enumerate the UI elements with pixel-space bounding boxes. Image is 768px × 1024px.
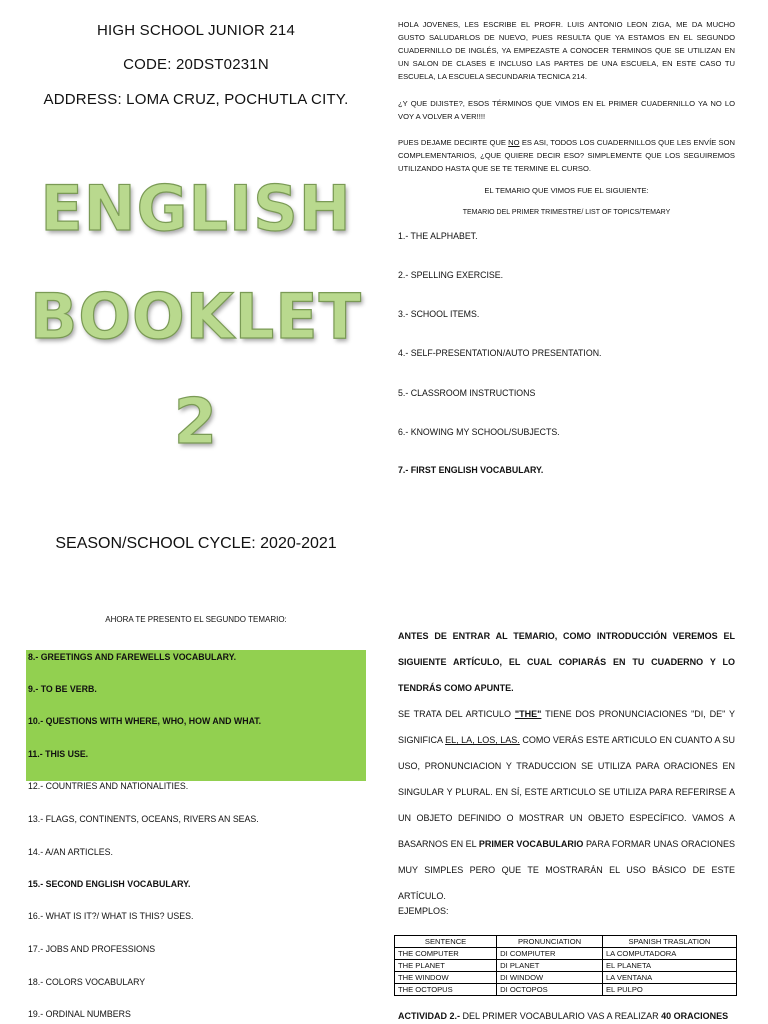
first-topic-2: 2.- SPELLING EXERCISE. (398, 270, 504, 280)
activity-label: ACTIVIDAD 2.- (398, 1011, 461, 1021)
table-cell: DI WINDOW (497, 972, 603, 984)
first-topic-7: 7.- FIRST ENGLISH VOCABULARY. (398, 465, 544, 475)
table-cell: EL PULPO (602, 984, 736, 996)
activity-count: 40 ORACIONES (661, 1011, 729, 1021)
second-topic-12: 12.- COUNTRIES AND NATIONALITIES. (28, 781, 189, 791)
table-header: SENTENCE (395, 936, 497, 948)
table-cell: LA VENTANA (602, 972, 736, 984)
second-topic-10: 10.- QUESTIONS WITH WHERE, WHO, HOW AND WHAT. (28, 716, 262, 726)
second-topic-11: 11.- THIS USE. (28, 749, 89, 759)
table-cell: LA COMPUTADORA (602, 948, 736, 960)
second-topic-18: 18.- COLORS VOCABULARY (28, 977, 146, 987)
table-row (395, 948, 737, 960)
second-topic-16: 16.- WHAT IS IT?/ WHAT IS THIS? USES. (28, 911, 194, 921)
first-topic-6: 6.- KNOWING MY SCHOOL/SUBJECTS. (398, 427, 560, 437)
temario-title: EL TEMARIO QUE VIMOS FUE EL SIGUIENTE: (484, 186, 649, 195)
first-topic-5: 5.- CLASSROOM INSTRUCTIONS (398, 388, 536, 398)
table-header: PRONUNCIATION (497, 936, 603, 948)
article-meaning: EL, LA, LOS, LAS. (445, 735, 520, 745)
table-cell: DI COMPIUTER (497, 948, 603, 960)
first-topic-1: 1.- THE ALPHABET. (398, 231, 478, 241)
article-vocab: PRIMER VOCABULARIO (478, 839, 584, 849)
school-code: CODE: 20DST0231N (123, 56, 269, 73)
table-cell: THE PLANET (395, 960, 497, 972)
first-topic-4: 4.- SELF-PRESENTATION/AUTO PRESENTATION. (398, 348, 602, 358)
table-cell: EL PLANETA (602, 960, 736, 972)
second-topic-13: 13.- FLAGS, CONTINENTS, OCEANS, RIVERS AN SEAS. (28, 814, 259, 824)
table-header-row (395, 936, 737, 948)
table-cell: DI PLANET (497, 960, 603, 972)
table-row (395, 972, 737, 984)
table-row (395, 960, 737, 972)
article-body: SE TRATA DEL ARTICULO "THE" TIENE DOS PRONUNCIACIONES "DI, DE" Y SIGNIFICA EL, LA, LOS, LAS. COMO VERÁS ESTE ARTICULO EN CUANTO A SU USO, PRONUNCIACION Y TRADUCCION SE UTILIZA PARA ORACIONES EN SINGULAR Y PLURAL. EN SÍ, ESTE ARTICULO SE UTILIZA PARA REFERIRSE A UN OBJETO DEFINIDO O MOSTRAR UN OBJETO ESPECÍFICO. VAMOS A BASARNOS EN EL PRIMER VOCABULARIO PARA FORMAR UNAS ORACIONES MUY SIMPLES PERO QUE TE MOSTRARÁN EL USO BÁSICO DE ESTE ARTÍCULO. (398, 709, 736, 901)
table-row (395, 984, 737, 996)
second-temario-title: AHORA TE PRESENTO EL SEGUNDO TEMARIO: (105, 615, 287, 624)
school-name: HIGH SCHOOL JUNIOR 214 (96, 22, 296, 39)
table-cell: THE COMPUTER (395, 948, 497, 960)
second-topic-14: 14.- A/AN ARTICLES. (28, 847, 113, 857)
table-cell: THE WINDOW (395, 972, 497, 984)
second-topic-17: 17.- JOBS AND PROFESSIONS (28, 944, 156, 954)
cover-title-booklet: BOOKLET (30, 280, 362, 353)
examples-table (394, 935, 737, 996)
second-topic-19: 19.- ORDINAL NUMBERS (28, 1009, 131, 1019)
no-emphasis: NO (508, 138, 520, 147)
article-intro: ANTES DE ENTRAR AL TEMARIO, COMO INTRODUCCIÓN VEREMOS EL SIGUIENTE ARTÍCULO, EL CUAL COPIARÁS EN TU CUADERNO Y LO TENDRÁS COMO APUNTE. (398, 631, 735, 693)
intro-paragraph-2: ¿Y QUE DIJISTE?, ESOS TÉRMINOS QUE VIMOS EN EL PRIMER CUADERNILLO YA NO LO VOY A VOLVER A VER!!!! (398, 99, 735, 121)
second-topic-9: 9.- TO BE VERB. (28, 684, 97, 694)
cover-title-english: ENGLISH (40, 172, 352, 245)
first-topic-3: 3.- SCHOOL ITEMS. (398, 309, 480, 319)
intro-paragraph-3: PUES DEJAME DECIRTE QUE NO ES ASI, TODOS LOS CUADERNILLOS QUE LES ENVÍE SON COMPLEMENTARIOS, ¿QUE QUIERE DECIR ESO? SIMPLEMENTE QUE LOS SEGUIREMOS UTILIZANDO HASTA QUE SE TE TERMINE EL CURSO. (398, 138, 735, 173)
school-cycle: SEASON/SCHOOL CYCLE: 2020-2021 (55, 535, 337, 552)
article-the: "THE" (514, 709, 542, 719)
second-topic-15: 15.- SECOND ENGLISH VOCABULARY. (28, 879, 191, 889)
table-header: SPANISH TRASLATION (602, 936, 736, 948)
temario-subtitle: TEMARIO DEL PRIMER TRIMESTRE/ LIST OF TOPICS/TEMARY (462, 209, 671, 216)
second-topic-8: 8.- GREETINGS AND FAREWELLS VOCABULARY. (28, 652, 237, 662)
cover-title-number: 2 (173, 385, 219, 458)
activity-instruction: ACTIVIDAD 2.- DEL PRIMER VOCABULARIO VAS A REALIZAR 40 ORACIONES (398, 1011, 729, 1021)
table-cell: DI OCTOPOS (497, 984, 603, 996)
school-address: ADDRESS: LOMA CRUZ, POCHUTLA CITY. (43, 91, 349, 108)
intro-paragraph-1: HOLA JOVENES, LES ESCRIBE EL PROFR. LUIS ANTONIO LEON ZIGA, ME DA MUCHO GUSTO SALUDARLOS DE NUEVO, PUES RESULTA QUE YA ESTAMOS EN EL SEGUNDO CUADERNILLO DE INGLÉS, YA EMPEZASTE A CONOCER TERMINOS QUE SE UTILIZAN EN UN SALON DE CLASES E INCLUSO LAS PARTES DE UNA ESCUELA, EN ESTE CASO TU ESCUELA, LA ESCUELA SECUNDARIA TECNICA 214. (398, 20, 735, 81)
examples-label: EJEMPLOS: (398, 906, 449, 916)
table-cell: THE OCTOPUS (395, 984, 497, 996)
